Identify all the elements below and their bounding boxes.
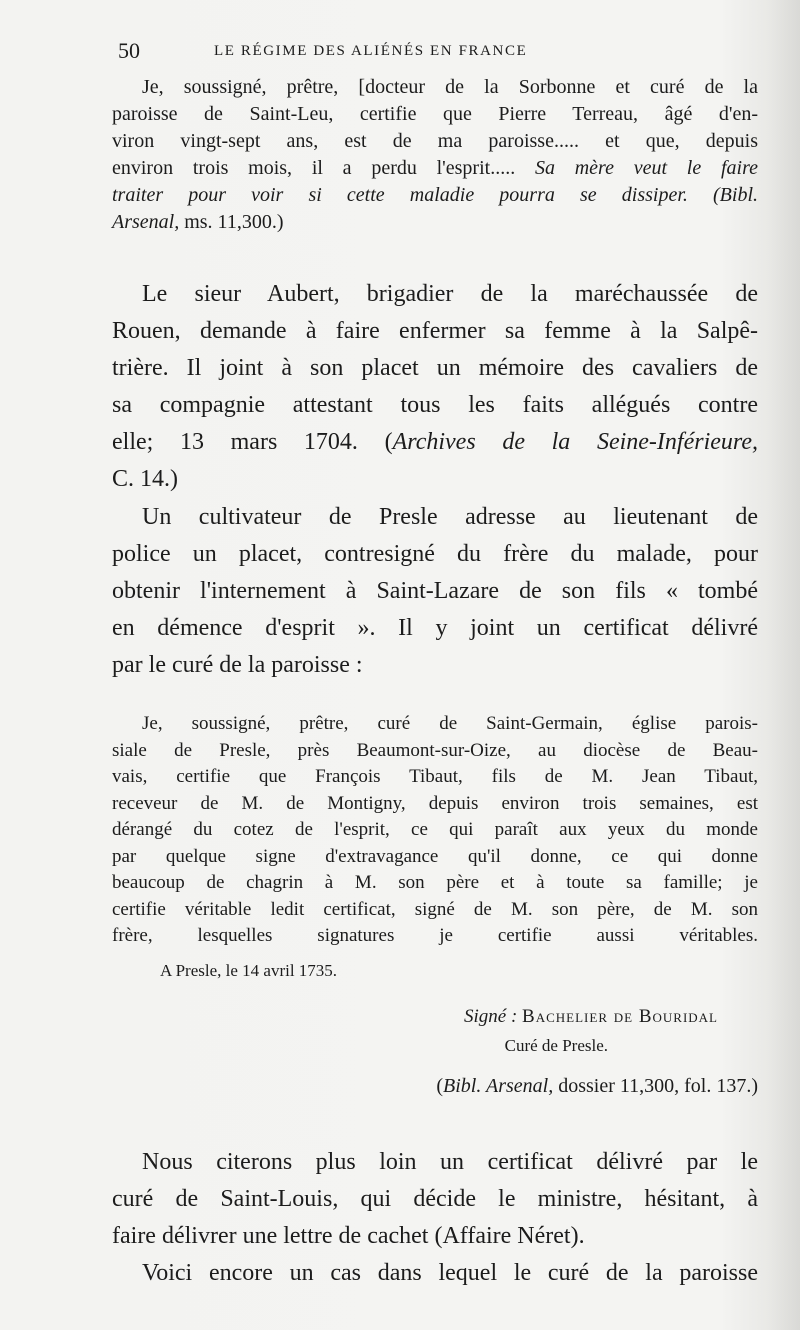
signed-label: Signé :	[464, 1006, 518, 1027]
quote-line: Je, soussigné, prêtre, [docteur de la Sorbonne et curé de la	[142, 76, 758, 98]
paragraph-presle	[112, 499, 758, 684]
quote-line: certifie véritable ledit certificat, signé de M. son père, de M. son	[112, 898, 758, 920]
paragraph-line: Nous citerons plus loin un certificat délivré par le	[142, 1148, 758, 1175]
quote-line: beaucoup de chagrin à M. son père et à toute sa famille; je	[112, 872, 758, 893]
paragraph-line: sa compagnie attestant tous les faits allégués contre	[112, 392, 758, 418]
paragraph-line: Un cultivateur de Presle adresse au lieutenant de	[142, 504, 758, 530]
source-citation	[112, 1073, 758, 1100]
paragraph-line: trière. Il joint à son placet un mémoire des cavaliers de	[112, 355, 758, 381]
source-italic: Bibl. Arsenal,	[443, 1075, 554, 1097]
signer-role: Curé de Presle.	[504, 1035, 608, 1055]
source-open: (	[436, 1075, 444, 1097]
quote-italic-text: traiter pour voir si cette maladie pourra se dissiper.	[112, 184, 688, 206]
quote-italic-text: Sa mère veut le faire	[534, 157, 759, 179]
source-ref-rest: ms. 11,300.)	[184, 211, 284, 233]
paragraph-saint-louis	[112, 1144, 758, 1292]
running-title: LE RÉGIME DES ALIÉNÉS EN FRANCE	[214, 43, 528, 59]
page-content	[112, 74, 758, 1292]
source-ref: Arsenal,	[112, 211, 180, 233]
signature-line	[112, 1004, 758, 1031]
paragraph-line: police un placet, contresigné du frère du malade, pour	[112, 541, 758, 567]
quote-line: par quelque signe d'extravagance qu'il donne, ce qui donne	[112, 845, 758, 867]
paragraph-line: Le sieur Aubert, brigadier de la maréchaussée de	[142, 281, 758, 307]
paragraph-line: curé de Saint-Louis, qui décide le ministre, hésitant, à	[112, 1185, 758, 1212]
paragraph-line: Voici encore un cas dans lequel le curé de la paroisse	[142, 1259, 758, 1286]
quote-text: environ trois mois, il a perdu l'esprit.....	[112, 157, 516, 179]
quote-line	[112, 155, 758, 182]
quote-line: viron vingt-sept ans, est de ma paroisse..... et que, depuis	[112, 130, 758, 152]
paragraph-text: elle; 13 mars 1704. (	[112, 429, 393, 455]
source-ref: (Bibl.	[713, 184, 759, 206]
certificate-quote-presle	[112, 711, 758, 1100]
page-number: 50	[118, 38, 140, 63]
paragraph-line: Rouen, demande à faire enfermer sa femme à la Salpê-	[112, 318, 758, 344]
signer-name: Bachelier de Bouridal	[522, 1006, 718, 1027]
quote-line: dérangé du cotez de l'esprit, ce qui paraît aux yeux du monde	[112, 819, 758, 840]
certificate-quote-saint-leu	[112, 74, 758, 236]
quote-line: paroisse de Saint-Leu, certifie que Pierre Terreau, âgé d'en-	[112, 103, 758, 125]
page-header	[118, 38, 758, 64]
dateline: A Presle, le 14 avril 1735.	[160, 960, 338, 980]
quote-line: siale de Presle, près Beaumont-sur-Oize, au diocèse de Beau-	[112, 739, 758, 761]
paragraph-line: C. 14.)	[112, 466, 178, 492]
paragraph-line	[112, 424, 758, 461]
quote-line	[112, 182, 758, 209]
archive-ref: Archives de la Seine-Inférieure,	[392, 429, 759, 455]
quote-line	[112, 209, 758, 236]
paragraph-aubert	[112, 276, 758, 498]
quote-line: receveur de M. de Montigny, depuis environ trois semaines, est	[112, 792, 758, 814]
quote-line: frère, lesquelles signatures je certifie aussi véritables.	[112, 925, 758, 946]
paragraph-line: obtenir l'internement à Saint-Lazare de son fils « tombé	[112, 578, 758, 604]
paragraph-line: faire délivrer une lettre de cachet (Affaire Néret).	[112, 1222, 585, 1249]
paragraph-line: en démence d'esprit ». Il y joint un certificat délivré	[112, 615, 758, 641]
paragraph-line: par le curé de la paroisse :	[112, 652, 363, 678]
quote-line: vais, certifie que François Tibaut, fils de M. Jean Tibaut,	[112, 766, 758, 787]
quote-line: Je, soussigné, prêtre, curé de Saint-Germain, église parois-	[142, 713, 758, 734]
source-rest: dossier 11,300, fol. 137.)	[553, 1075, 758, 1097]
